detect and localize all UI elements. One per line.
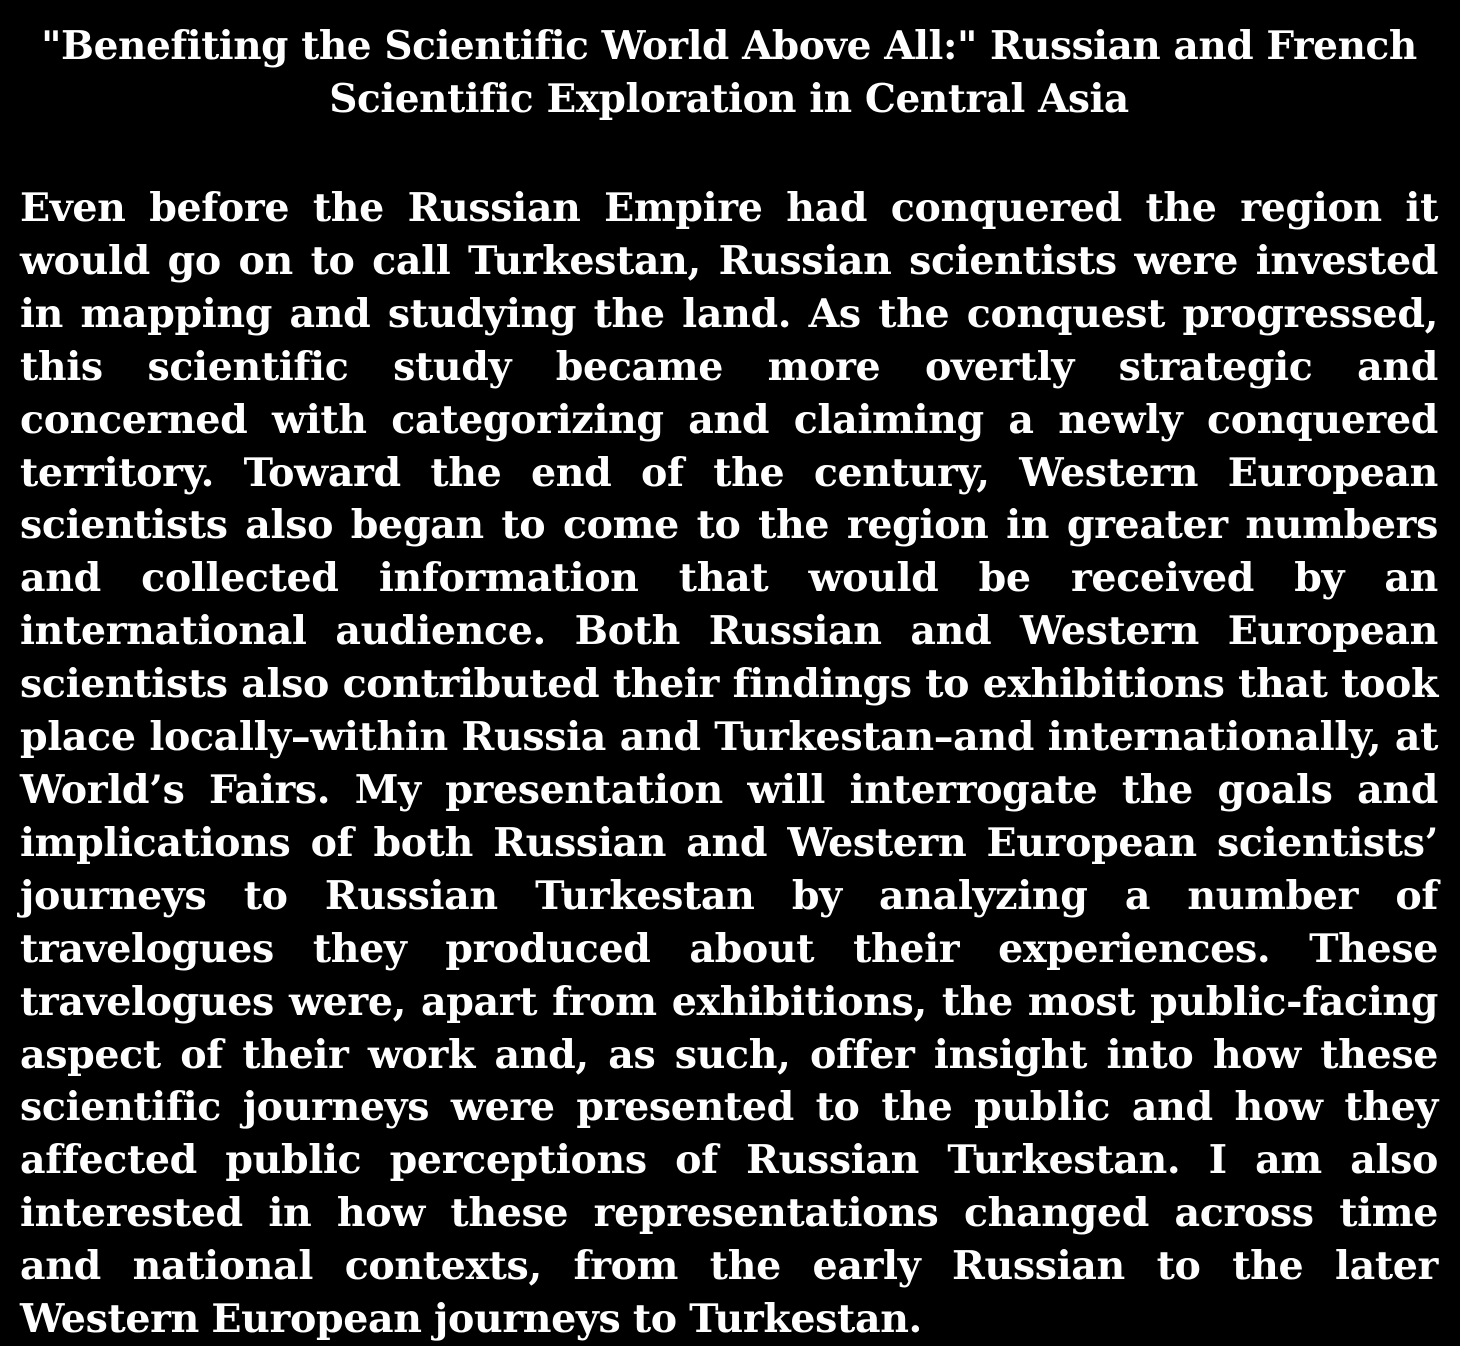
document-title: "Benefiting the Scientific World Above All:" Russian and French Scientific Exploration in Central Asia — [41, 23, 1417, 122]
abstract-paragraph: Even before the Russian Empire had conquered the region it would go on to call Turkestan, Russian scientists were invested in mapping and studying the land. As the conquest progressed, this scientific study became more overtly strategic and concerned with categorizing and claiming a newly conquered territory. Toward the end of the century, Western European scientists also began to come to the region in greater numbers and collected information that would be received by an international audience. Both Russian and Western European scientists also contributed their findings to exhibitions that took place locally–within Russia and Turkestan–and internationally, at World’s Fairs. My presentation will interrogate the goals and implications of both Russian and Western European scientists’ journeys to Russian Turkestan by analyzing a number of travelogues they produced about their experiences. These travelogues were, apart from exhibitions, the most public-facing aspect of their work and, as such, offer insight into how these scientific journeys were presented to the public and how they affected public perceptions of Russian Turkestan. I am also interested in how these representations changed across time and national contexts, from the early Russian to the later Western European journeys to Turkestan. — [20, 185, 1438, 1343]
